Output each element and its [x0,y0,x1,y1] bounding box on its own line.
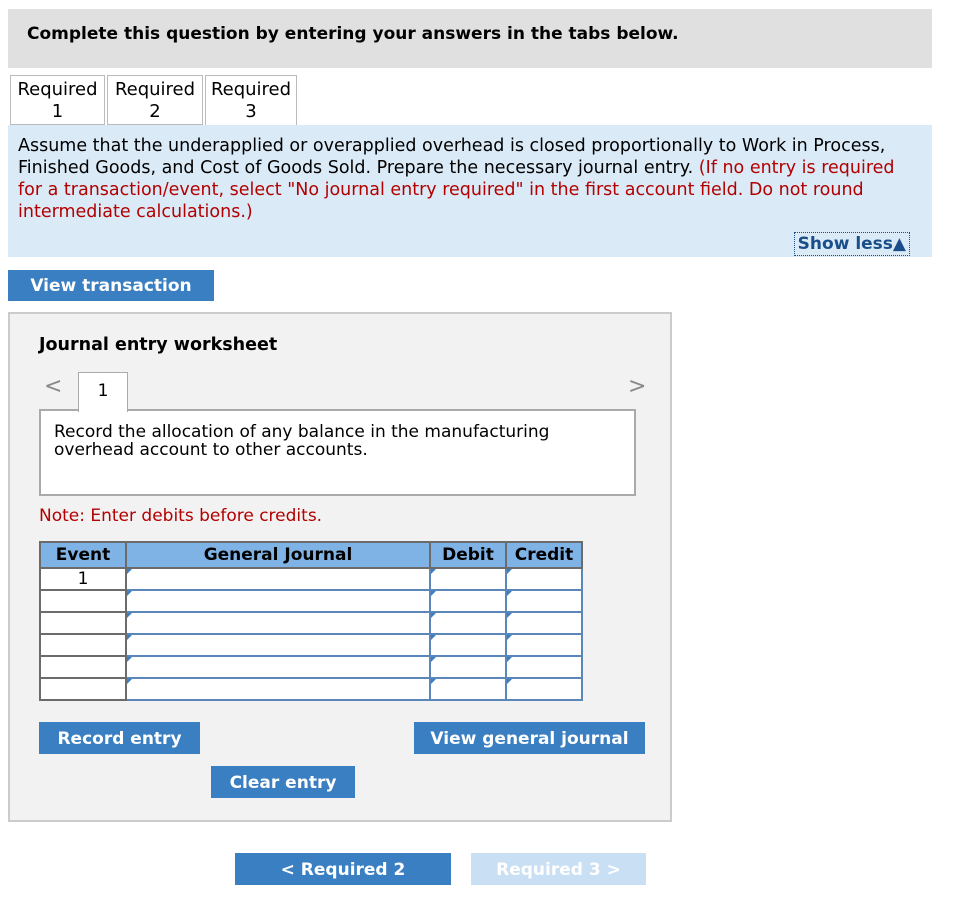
clear-entry-button[interactable]: Clear entry [211,766,355,798]
event-cell [40,656,126,678]
table-row [40,612,582,634]
account-select[interactable] [126,568,430,590]
event-cell [40,634,126,656]
event-cell: 1 [40,568,126,590]
next-required-3-button[interactable]: Required 3 > [471,853,646,885]
record-entry-button[interactable]: Record entry [39,722,200,754]
worksheet-page-tab-1[interactable]: 1 [78,372,128,412]
view-transaction-list-button[interactable]: View transaction [8,270,214,301]
debit-input[interactable] [430,590,506,612]
question-header [8,9,932,68]
account-select[interactable] [126,612,430,634]
header-credit: Credit [506,542,582,568]
table-row [40,656,582,678]
table-row [40,590,582,612]
tab-required-2[interactable] [107,75,203,125]
question-header-text: Complete this question by entering your answers in the tabs below. [27,24,679,44]
tab-label: Required [210,79,292,100]
instructions-note: (If no entry is required for a transaction/event, select "No journal entry required" in the first account field. Do not round intermediate calculations.) [18,158,895,222]
debit-input[interactable] [430,656,506,678]
tab-label: Required [17,79,98,100]
credit-input[interactable] [506,568,582,590]
event-cell [40,678,126,700]
view-general-journal-button[interactable]: View general journal [414,722,645,754]
credit-input[interactable] [506,590,582,612]
account-select[interactable] [126,678,430,700]
chevron-right-icon[interactable]: > [628,374,647,399]
table-row [40,568,582,590]
tab-required-3[interactable] [205,75,297,126]
debit-input[interactable] [430,678,506,700]
credit-input[interactable] [506,612,582,634]
credit-input[interactable] [506,634,582,656]
worksheet-title: Journal entry worksheet [39,335,278,355]
debit-input[interactable] [430,612,506,634]
instructions-main: Assume that the underapplied or overapplied overhead is closed proportionally to Work in Process, Finished Goods, and Cost of Goods Sold. Prepare the necessary journal entry. [18,136,886,178]
tab-number: 1 [51,101,64,122]
tab-label: Required [114,79,196,100]
instructions-panel [8,125,932,257]
tab-number: 3 [245,101,257,122]
account-select[interactable] [126,590,430,612]
account-select[interactable] [126,634,430,656]
debit-input[interactable] [430,568,506,590]
debit-input[interactable] [430,634,506,656]
tab-required-1[interactable] [10,75,105,125]
chevron-left-icon[interactable]: < [44,374,63,399]
event-cell [40,590,126,612]
journal-entry-worksheet [8,312,672,822]
journal-table [39,541,583,701]
credit-input[interactable] [506,678,582,700]
header-event: Event [40,542,126,568]
prev-required-2-button[interactable]: < Required 2 [235,853,451,885]
instructions-text [18,135,923,223]
table-row [40,634,582,656]
entry-description-box [39,409,636,496]
event-cell [40,612,126,634]
debit-credit-note: Note: Enter debits before credits. [39,506,323,526]
header-debit: Debit [430,542,506,568]
table-row [40,678,582,700]
account-select[interactable] [126,656,430,678]
entry-description: Record the allocation of any balance in the manufacturing overhead account to other accounts. [54,422,550,460]
header-general-journal: General Journal [126,542,430,568]
credit-input[interactable] [506,656,582,678]
tab-number: 2 [149,101,161,122]
show-less-toggle[interactable]: Show less▲ [794,232,910,256]
